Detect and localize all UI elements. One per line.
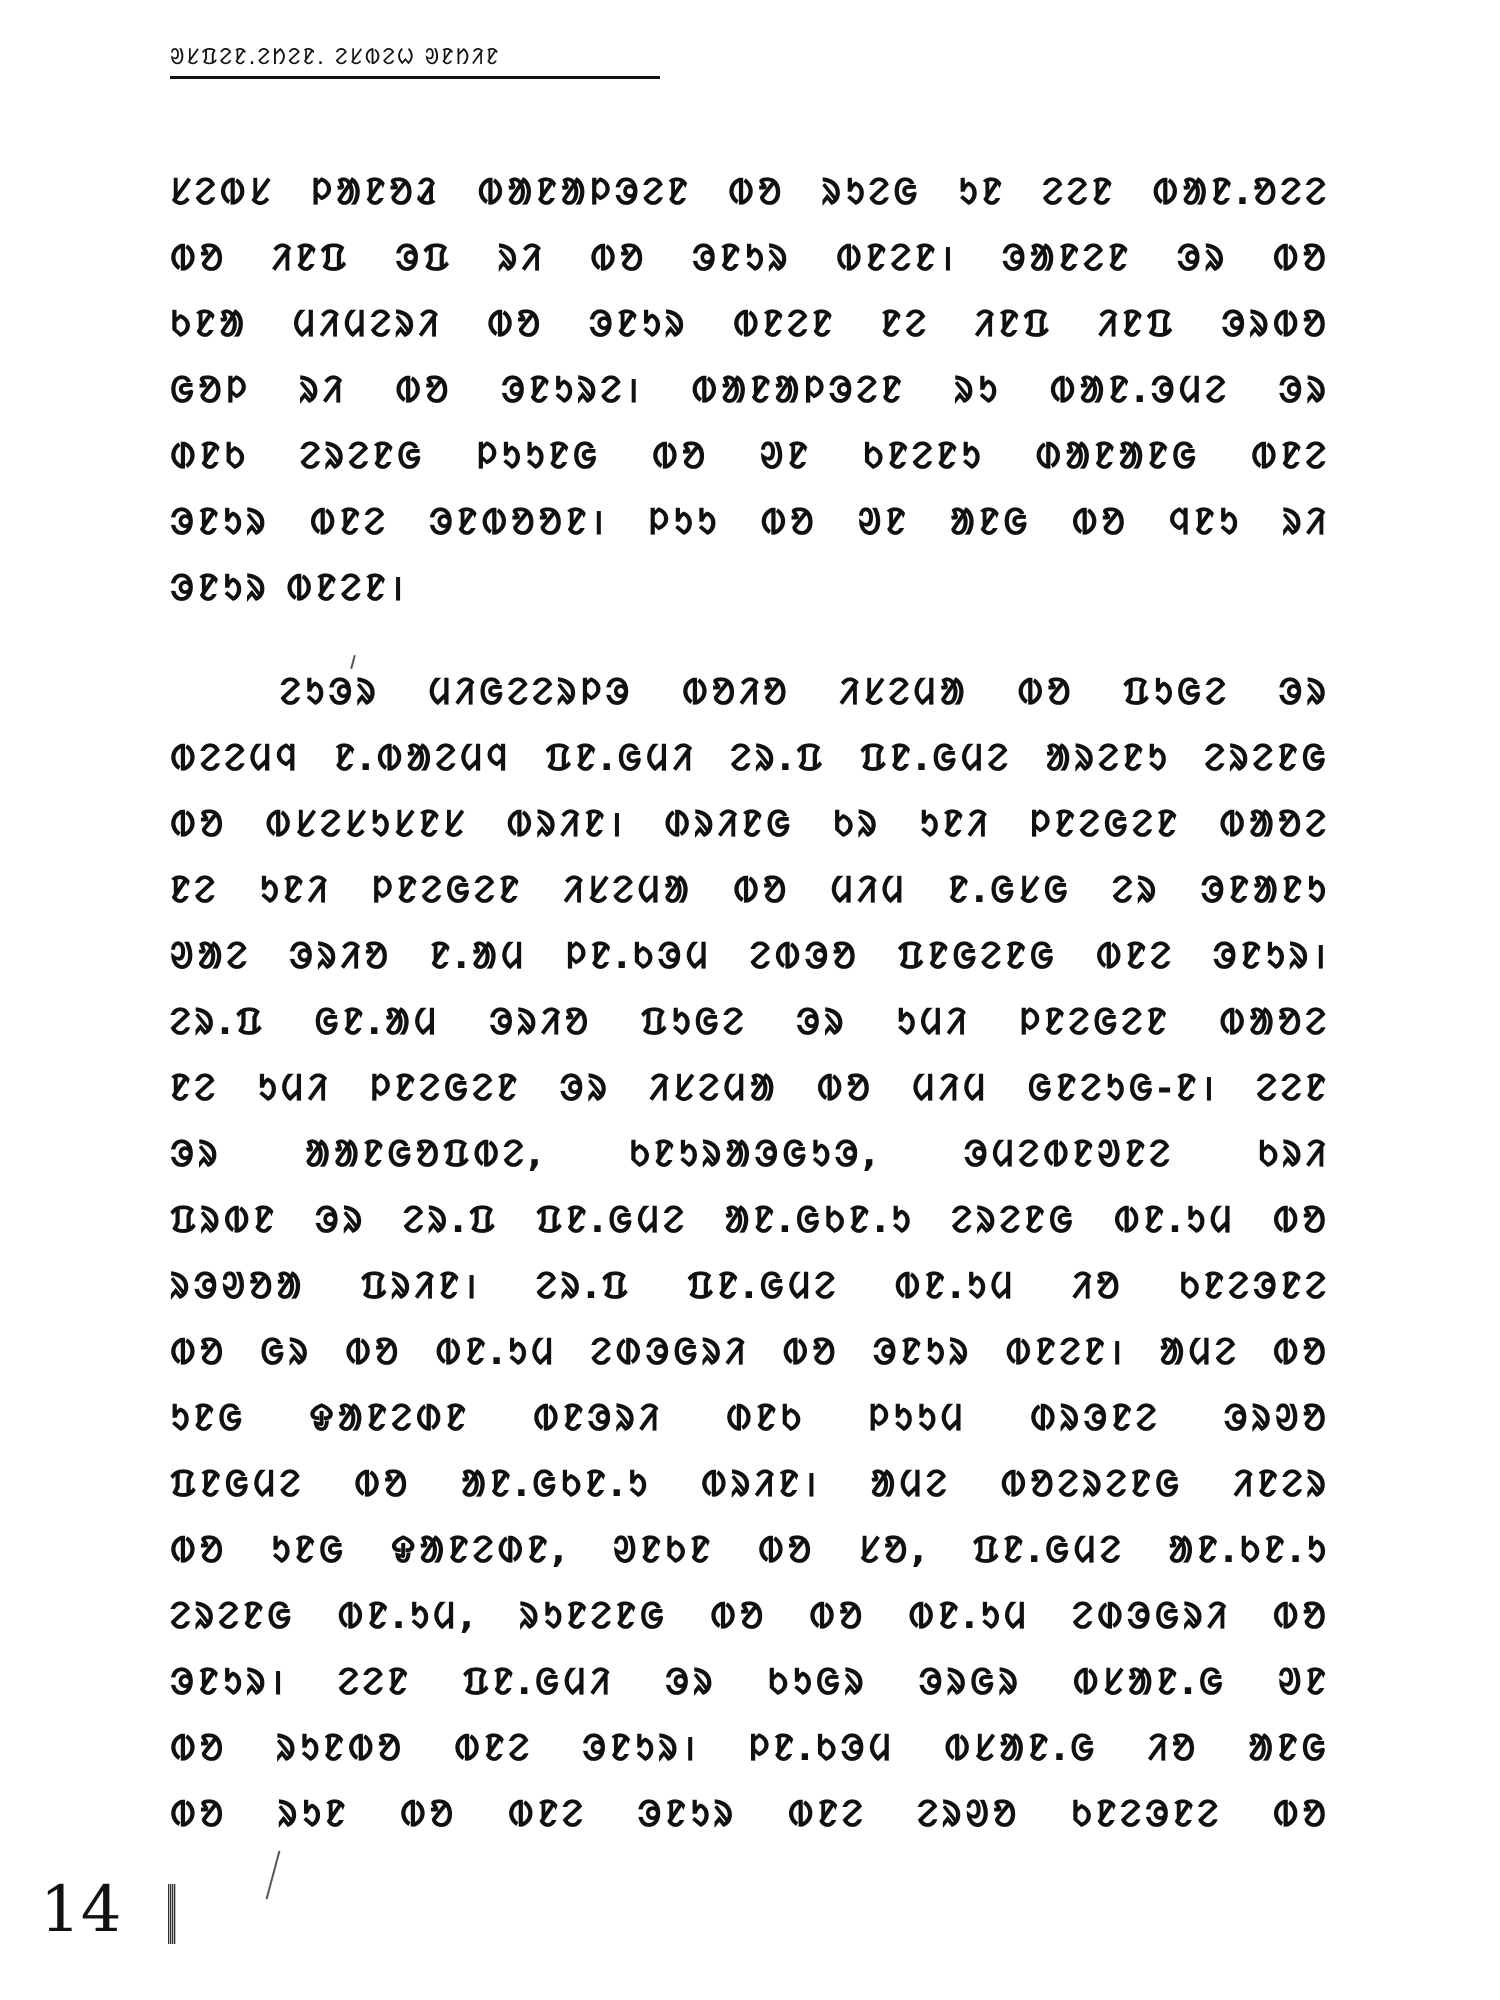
text-line: ᱵᱚ ᱨᱩᱱ ᱵᱚ ᱵᱱᱮ ᱳᱱᱩᱨ ᱵᱱᱮ ᱮᱨᱣᱚ ᱠᱱᱮᱳᱱᱮ ᱵᱚ — [170, 1794, 1330, 1835]
text-line: ᱮᱩᱳᱨ ᱢᱤᱜᱮᱮᱨᱞᱳ ᱵᱚᱤᱚ ᱤᱥᱮᱢᱟ ᱵᱚ ᱯᱩᱜᱮ ᱳᱨ — [280, 672, 1330, 713]
scan-mark — [266, 1851, 281, 1900]
text-line: ᱱᱮ ᱩᱱᱤ ᱞᱱᱮᱜᱮᱱ ᱤᱥᱮᱢᱟ ᱵᱚ ᱢᱤᱢ ᱱ.ᱜᱥᱜ ᱮᱨ ᱳᱱᱟᱱᱩ — [170, 870, 1330, 911]
text-line: ᱵᱚ ᱨᱩᱱᱵᱚ ᱵᱱᱮ ᱳᱱᱩᱨ। ᱞᱱ.ᱠᱳᱢ ᱵᱥᱟᱱ.ᱜ ᱤᱚ ᱟᱱᱜ — [170, 1728, 1330, 1769]
text-line: ᱩᱱᱜ ᱫᱟᱱᱮᱰᱱ ᱵᱱᱳᱨᱤ ᱰᱱᱠ ᱞᱩᱩᱢ ᱰᱨᱳᱱᱮ ᱳᱨᱣᱚ — [170, 1398, 1330, 1439]
text-line: ᱰᱱᱠ ᱮᱨᱮᱱᱜ ᱞᱩᱩᱱᱜ ᱵᱚ ᱣᱱ ᱠᱱᱮᱱᱩ ᱰᱟᱱᱟᱱᱜ ᱵᱱᱮ — [170, 436, 1330, 477]
text-line: ᱯᱨᱵᱱ ᱳᱨ ᱮᱨ.ᱯ ᱯᱱ.ᱜᱢᱮ ᱟᱱ.ᱜᱠᱱ.ᱩ ᱮᱨᱮᱱᱜ ᱵᱱ.ᱩᱢ ᱵᱚ — [170, 1200, 1330, 1241]
text-line: ᱯᱱᱜᱢᱮ ᱵᱚ ᱟᱱ.ᱜᱠᱱ.ᱩ ᱵᱨᱤᱱ। ᱟᱢᱮ ᱵᱚᱮᱨᱮᱱᱜ ᱤᱱᱮᱨ — [170, 1464, 1330, 1505]
text-line: ᱵᱮᱮᱢᱧ ᱱ.ᱵᱟᱮᱢᱧ ᱯᱱ.ᱜᱢᱤ ᱮᱨ.ᱯ ᱯᱱ.ᱜᱢᱮ ᱟᱨᱮᱱᱩ ᱮᱨᱮᱱᱜ — [170, 738, 1330, 779]
text-line: ᱱᱮ ᱩᱢᱤ ᱞᱱᱮᱜᱮᱱ ᱳᱨ ᱤᱥᱮᱢᱟ ᱵᱚ ᱢᱤᱢ ᱜᱱᱮᱩᱜ-ᱱ। ᱮᱮᱱ — [170, 1068, 1330, 1109]
text-line: ᱥᱮᱵᱥ ᱞᱟᱱᱚᱲ ᱵᱟᱱᱟᱞᱳᱮᱱ ᱵᱚ ᱨᱩᱮᱜ ᱩᱱ ᱮᱮᱱ ᱵᱟᱱ.ᱚᱮᱮ — [170, 172, 1330, 213]
text-line: ᱳᱱᱩᱨ ᱵᱱᱮ ᱳᱱᱵᱚᱚᱱ। ᱞᱩᱩ ᱵᱚ ᱣᱱ ᱟᱱᱜ ᱵᱚ ᱧᱱᱩ ᱨᱤ — [170, 502, 1330, 543]
text-line: ᱳᱱᱩᱨ ᱵᱱᱮᱱ। — [170, 568, 408, 609]
text-line: ᱵᱚ ᱜᱨ ᱵᱚ ᱵᱱ.ᱩᱢ ᱮᱰᱳᱜᱨᱤ ᱵᱚ ᱳᱱᱩᱨ ᱵᱱᱮᱱ। ᱟᱢᱮ ᱵᱚ — [170, 1332, 1330, 1373]
page-number-bar — [168, 1884, 176, 1944]
text-line: ᱮᱨ.ᱯ ᱜᱱ.ᱟᱢ ᱳᱨᱤᱚ ᱯᱩᱜᱮ ᱳᱨ ᱩᱢᱤ ᱞᱱᱮᱜᱮᱱ ᱵᱟᱚᱮ — [170, 1002, 1330, 1043]
text-line: ᱵᱚ ᱵᱥᱮᱥᱩᱥᱱᱥ ᱵᱨᱤᱱ। ᱰᱨᱤᱱᱜ ᱠᱨ ᱩᱱᱤ ᱞᱱᱮᱜᱮᱱ ᱵᱟᱚᱮ — [170, 804, 1330, 845]
paragraph-1 — [170, 160, 1330, 622]
text-line: ᱠᱱᱟ ᱢᱤᱢᱮᱨᱤ ᱵᱚ ᱳᱱᱩᱨ ᱵᱱᱮᱱ ᱱᱮ ᱤᱱᱯ ᱤᱱᱯ ᱳᱨᱵᱚ — [170, 304, 1330, 345]
text-line: ᱳᱱᱩᱨ। ᱮᱮᱱ ᱯᱱ.ᱜᱢᱤ ᱳᱨ ᱠᱩᱜᱨ ᱳᱨᱜᱨ ᱵᱥᱟᱱ.ᱜ ᱣᱱ — [170, 1662, 1330, 1703]
text-line: ᱮᱨᱮᱱᱜ ᱵᱱ.ᱩᱢ, ᱨᱩᱱᱮᱱᱜ ᱵᱚ ᱵᱚ ᱵᱱ.ᱩᱢ ᱮᱰᱳᱜᱨᱤ ᱵᱚ — [170, 1596, 1330, 1637]
text-line: ᱜᱚᱞ ᱨᱤ ᱵᱚ ᱳᱱᱩᱨᱮ। ᱵᱟᱱᱟᱞᱳᱮᱱ ᱨᱩ ᱵᱟᱱ.ᱳᱢᱮ ᱳᱨ — [170, 370, 1330, 411]
text-line: ᱳᱨ ᱟᱟᱱᱜᱚᱯᱵᱮ, ᱠᱱᱩᱨᱟᱳᱜᱩᱳ, ᱳᱢᱮᱵᱱᱣᱱᱮ ᱠᱨᱤ — [170, 1134, 1330, 1175]
text-line: ᱨᱳᱣᱚᱟ ᱯᱨᱤᱱ। ᱮᱨ.ᱯ ᱯᱱ.ᱜᱢᱮ ᱵᱱ.ᱩᱢ ᱤᱚ ᱠᱱᱮᱳᱱᱮ — [170, 1266, 1330, 1307]
text-line: ᱣᱟᱮ ᱳᱨᱤᱚ ᱱ.ᱟᱢ ᱞᱱ.ᱠᱳᱢ ᱮᱵᱳᱚ ᱯᱱᱜᱮᱱᱜ ᱵᱱᱮ ᱳᱱᱩᱨ। — [170, 936, 1330, 977]
text-line: ᱵᱚ ᱤᱱᱯ ᱳᱯ ᱨᱤ ᱵᱚ ᱳᱱᱩᱨ ᱵᱱᱮᱱ। ᱳᱟᱱᱮᱱ ᱳᱨ ᱵᱚ — [170, 238, 1330, 279]
text-line: ᱵᱚ ᱩᱱᱜ ᱫᱟᱱᱮᱰᱱ, ᱣᱱᱠᱱ ᱵᱚ ᱥᱚ, ᱯᱱ.ᱜᱢᱮ ᱟᱱ.ᱠᱱ.ᱩ — [170, 1530, 1330, 1571]
paragraph-2 — [170, 660, 1330, 1848]
running-header: ᱣᱥᱯᱮᱱ.ᱮᱴᱮᱱ. ᱮᱥᱵᱮᱦ ᱣᱱᱴᱤᱱ — [170, 40, 660, 79]
page-number: 14 — [40, 1873, 122, 1947]
